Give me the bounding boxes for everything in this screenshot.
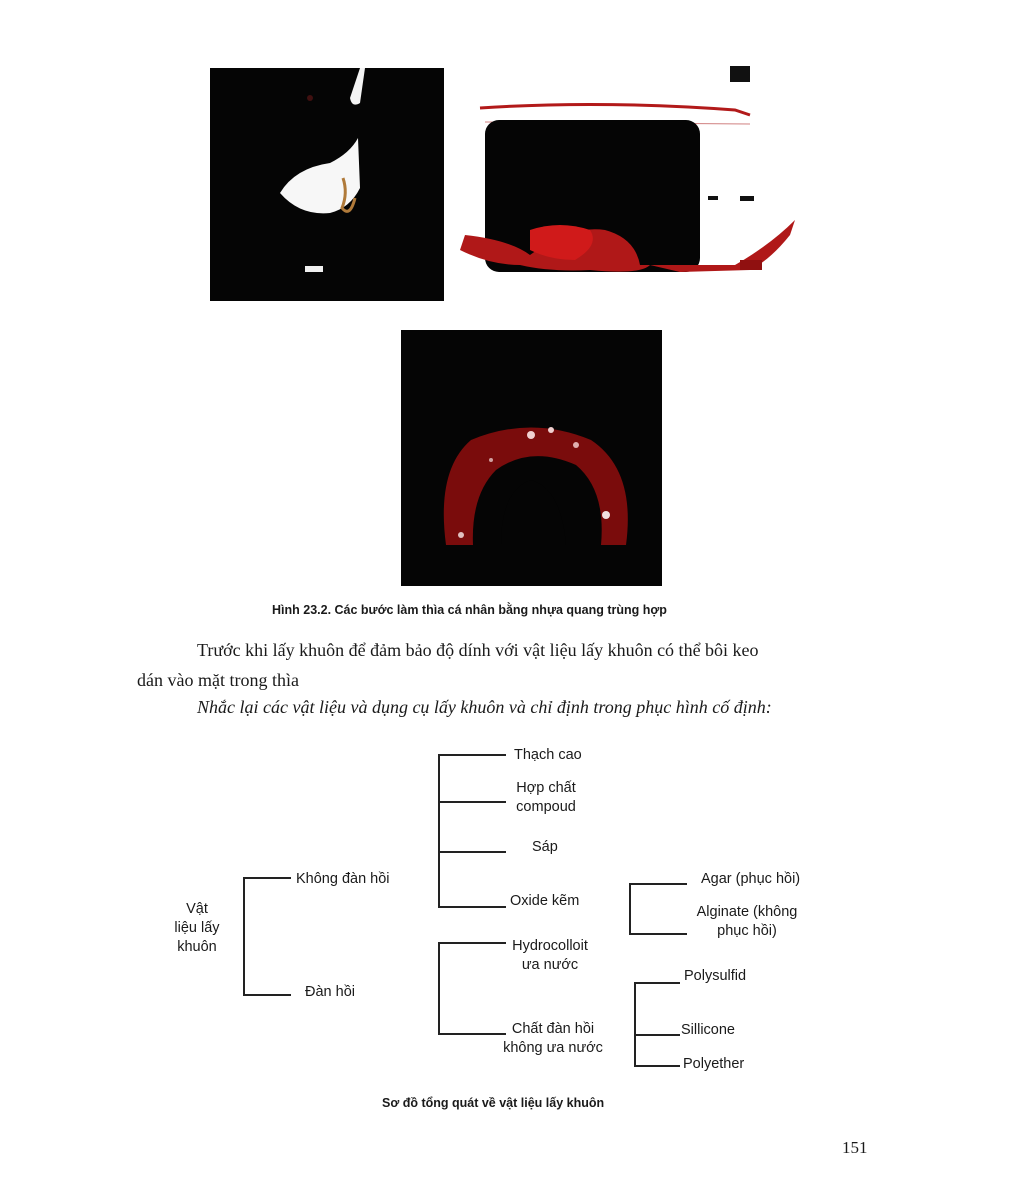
branch-alginate-line [629,933,687,935]
branch-sillicone-line [634,1034,680,1036]
label-non-elastic: Không đàn hồi [296,871,390,887]
branch-sap-line [438,851,506,853]
label-hydrocolloit [502,937,598,975]
label-sillicone: Sillicone [681,1022,735,1038]
tray-mold-illustration [210,68,444,301]
label-alginate [684,903,810,941]
alginate-line-2: phục hồi) [717,923,777,939]
label-agar: Agar (phục hồi) [701,871,801,887]
chat-dan-hoi-line-2: không ưa nước [503,1040,603,1056]
root-bracket-vertical [243,877,245,995]
hop-chat-line-2: compoud [516,799,576,815]
hydrocolloit-line-1: Hydrocolloit [512,938,588,954]
label-polysulfid: Polysulfid [684,968,747,984]
photo-tray-curing [450,60,820,305]
paragraph-line-1: Trước khi lấy khuôn để đảm bảo độ dính với vật liệu lấy khuôn có thể bôi keo [197,640,759,660]
photo-finished-tray [401,330,662,586]
root-line-1: Vật [186,901,208,917]
elastomer-bracket-vertical [634,982,636,1066]
branch-polysulfid-line [634,982,680,984]
branch-hop-chat-line [438,801,506,803]
label-oxide-kem: Oxide kẽm [510,893,580,909]
label-polyether: Polyether [683,1056,745,1072]
root-line-2: liệu lấy [174,920,220,936]
diagram-caption: Sơ đồ tổng quát về vật liệu lấy khuôn [382,1096,605,1110]
branch-hydrocolloit-line [438,942,506,944]
tray-curing-illustration [450,60,820,305]
finished-tray-illustration [401,330,662,586]
hydrocolloit-line-2: ưa nước [521,957,579,973]
label-hop-chat [506,779,586,817]
root-bracket-bottom [243,994,291,996]
hydrocolloit-bracket-vertical [629,883,631,934]
branch-polyether-line [634,1065,680,1067]
root-line-3: khuôn [177,939,217,955]
non-elastic-bracket-vertical [438,754,440,907]
branch-agar-line [629,883,687,885]
elastic-bracket-vertical [438,942,440,1034]
branch-thach-cao-line [438,754,506,756]
label-elastic: Đàn hồi [305,984,355,1000]
figure-caption: Hình 23.2. Các bước làm thìa cá nhân bằng nhựa quang trùng hợp [272,603,667,617]
label-thach-cao: Thạch cao [514,747,582,763]
paragraph-line-2: dán vào mặt trong thìa [137,670,299,690]
page-number: 151 [842,1138,868,1157]
diagram-root-label [162,900,232,957]
root-bracket-top [243,877,291,879]
italic-heading: Nhắc lại các vật liệu và dụng cụ lấy khuôn và chỉ định trong phục hình cố định: [197,697,772,717]
label-chat-dan-hoi [494,1020,612,1058]
label-sap: Sáp [532,839,558,855]
photo-tray-mold [210,68,444,301]
chat-dan-hoi-line-1: Chất đàn hồi [511,1021,595,1037]
hop-chat-line-1: Hợp chất [516,780,576,796]
alginate-line-1: Alginate (không [696,904,798,920]
branch-oxide-line [438,906,506,908]
